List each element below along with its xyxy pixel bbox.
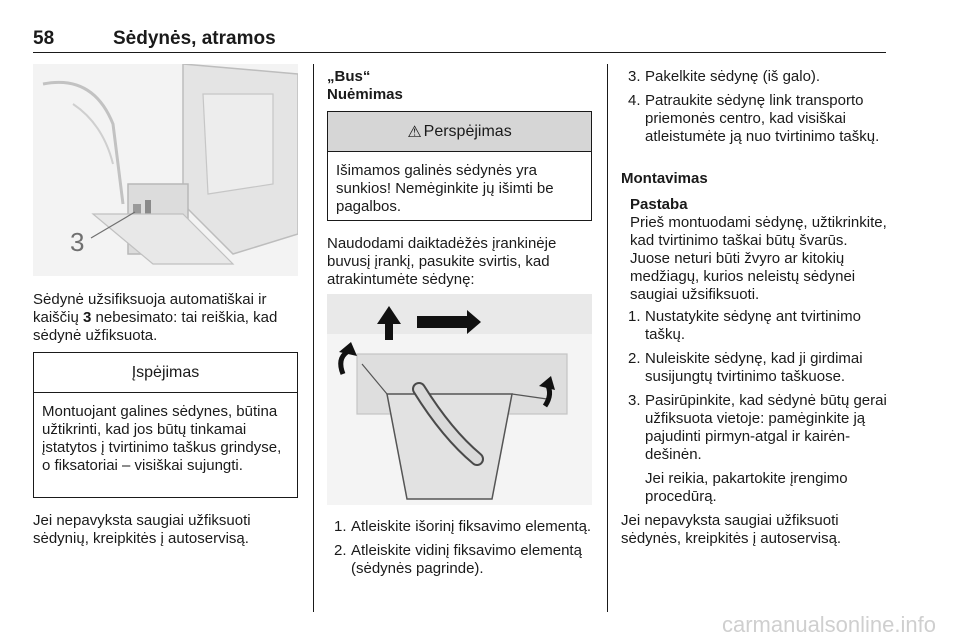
- note-title: Pastaba: [630, 196, 688, 213]
- caution-text: Montuojant galines sėdynes, būtina užtikrinti, kad jos būtų tinkamai įstatytos į tvirtinimo taškus grindyse, o fiksatoriai – visiškai sujungti.: [42, 403, 282, 474]
- header-divider: [33, 52, 886, 53]
- section-title: „Bus“: [327, 68, 371, 85]
- note-text: Prieš montuodami sėdynę, užtikrinkite, kad tvirtinimo taškai būtų švarūs. Juose neturi būti žvyro ar kitokių medžiagų, kurios neleistų sėdynei saugiai užsifiksuoti.: [630, 214, 887, 303]
- page-title: Sėdynės, atramos: [113, 28, 276, 49]
- step-text: Atleiskite išorinį fiksavimo elementą.: [351, 518, 592, 535]
- warning-heading-bar: [328, 112, 591, 152]
- site-watermark: carmanualsonline.info: [721, 612, 936, 637]
- caution-box: [33, 352, 298, 498]
- left-paragraph-end: nebesimato: tai reiškia, kad sėdynė užfiksuota.: [33, 309, 278, 344]
- page-header: [33, 28, 886, 52]
- left-bottom-paragraph: Jei nepavyksta saugiai užfiksuoti sėdynių, kreipkitės į autoservisą.: [33, 512, 251, 547]
- list-item: [621, 308, 889, 344]
- warning-triangle-icon: ⚠: [407, 123, 422, 141]
- caution-heading: Įspėjimas: [34, 353, 297, 393]
- step-text: Nuleiskite sėdynę, kad ji girdimai susijungtų tvirtinimo taškuose.: [645, 350, 863, 385]
- montavimas-title: Montavimas: [621, 170, 708, 187]
- step-text: Pasirūpinkite, kad sėdynė būtų gerai užfiksuota vietoje: pamėginkite ją pajudinti pirmyn-atgal ir kairėn-dešinėn.: [645, 392, 887, 463]
- step-number: 3.: [628, 68, 641, 85]
- step-text: Atleiskite vidinį fiksavimo elementą (sėdynės pagrinde).: [351, 542, 582, 577]
- left-paragraph: [33, 291, 299, 345]
- note-block: [630, 196, 889, 304]
- step-text: Patraukite sėdynę link transporto priemonės centro, kad visiškai atleistumėte ją nuo tvirtinimo taškų.: [645, 92, 880, 145]
- warning-heading: Perspėjimas: [423, 122, 512, 140]
- step-number: 2.: [334, 542, 347, 559]
- step-extra-text: Jei reikia, pakartokite įrengimo procedūrą.: [645, 470, 848, 505]
- right-steps-bottom: [621, 308, 889, 506]
- step-number: 3.: [628, 392, 641, 409]
- step-text: Nustatykite sėdynę ant tvirtinimo taškų.: [645, 308, 861, 343]
- step-number: 4.: [628, 92, 641, 109]
- lever-tool-illustration: [327, 294, 592, 505]
- step-note: [621, 470, 889, 506]
- list-item: [621, 92, 889, 146]
- column-divider-right: [607, 64, 608, 612]
- step-text: Pakelkite sėdynę (iš galo).: [645, 68, 821, 85]
- page-number: 58: [33, 28, 55, 49]
- subsection-title: Nuėmimas: [327, 86, 403, 103]
- seat-pin-illustration: [33, 64, 298, 276]
- middle-intro: Naudodami daiktadėžės įrankinėje buvusį įrankį, pasukite svirtis, kad atrakintumėte sėdynę:: [327, 235, 557, 288]
- middle-steps: [327, 518, 592, 578]
- list-item: [327, 518, 592, 536]
- left-paragraph-start: Sėdynė užsifiksuoja automatiškai ir kaiščių: [33, 291, 267, 326]
- column-divider-left: [313, 64, 314, 612]
- step-number: 1.: [628, 308, 641, 325]
- right-steps-top: [621, 68, 889, 146]
- right-bottom-paragraph: Jei nepavyksta saugiai užfiksuoti sėdynės, kreipkitės į autoservisą.: [621, 512, 842, 547]
- list-item: [327, 542, 592, 578]
- list-item: [621, 350, 889, 386]
- step-number: 1.: [334, 518, 347, 535]
- warning-text: Išimamos galinės sėdynės yra sunkios! Nemėginkite jų išimti be pagalbos.: [336, 162, 554, 215]
- step-number: 2.: [628, 350, 641, 367]
- callout-reference: 3: [83, 309, 92, 326]
- lever-tool-drawing: [327, 294, 592, 505]
- warning-box: [327, 111, 592, 221]
- figure-callout-3: 3: [70, 227, 85, 257]
- list-item: [621, 392, 889, 464]
- list-item: [621, 68, 889, 86]
